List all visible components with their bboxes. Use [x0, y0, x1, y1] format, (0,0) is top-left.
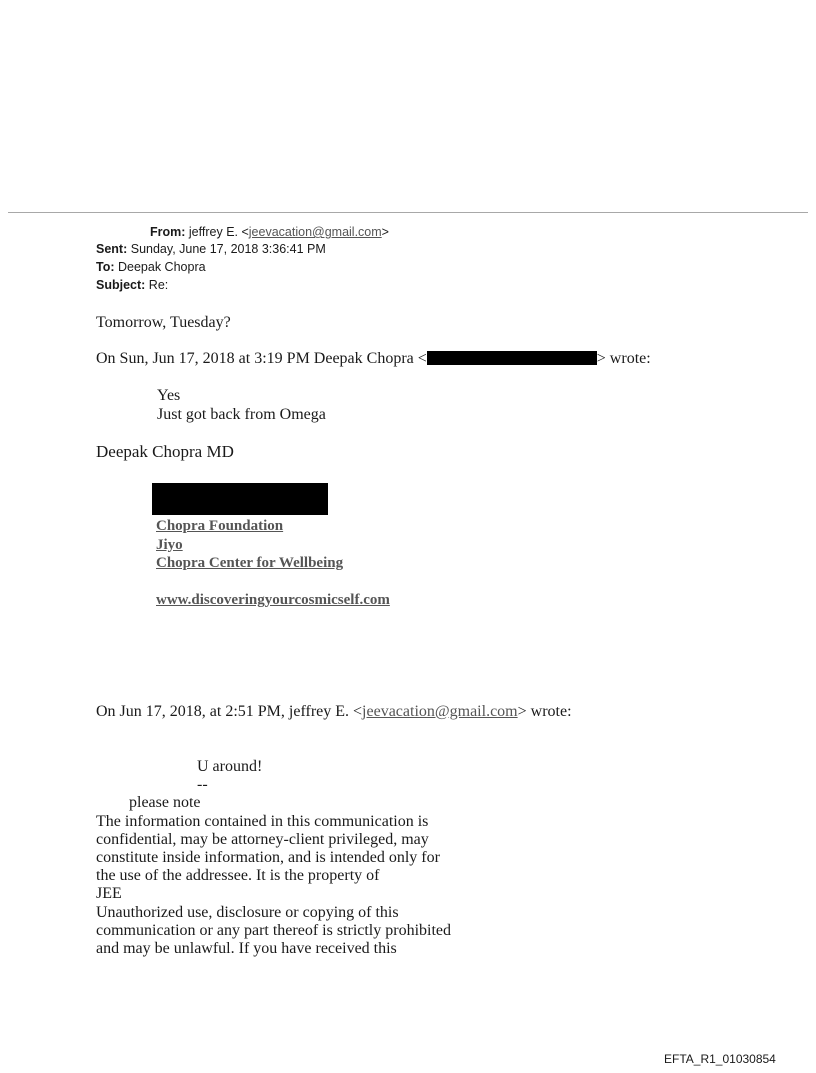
document-id: EFTA_R1_01030854	[664, 1052, 776, 1066]
disclaimer-line: the use of the addressee. It is the property of	[96, 867, 380, 884]
header-divider	[8, 212, 808, 213]
quote2-prefix: On Jun 17, 2018, at 2:51 PM, jeffrey E. <	[96, 703, 363, 720]
disclaimer-line: communication or any part thereof is strictly prohibited	[96, 922, 452, 939]
sig-link-jiyo[interactable]: Jiyo	[156, 537, 183, 553]
to-value: Deepak Chopra	[118, 260, 206, 274]
quote2-email-link[interactable]: jeevacation@gmail.com	[362, 703, 518, 720]
from-close: >	[381, 225, 389, 239]
from-name: jeffrey E. <	[188, 225, 249, 239]
reply-line-1: Yes	[157, 387, 181, 404]
subject-label: Subject:	[96, 278, 146, 292]
sent-line	[96, 240, 326, 258]
disclaimer-line: Unauthorized use, disclosure or copying of this	[96, 904, 399, 921]
original-message-line: U around!	[197, 758, 263, 775]
quote1-prefix: On Sun, Jun 17, 2018 at 3:19 PM Deepak Chopra <	[96, 350, 427, 367]
sent-label: Sent:	[96, 242, 128, 256]
sig-website-link[interactable]: www.discoveringyourcosmicself.com	[156, 592, 390, 608]
subject-line	[96, 276, 168, 294]
signature-name: Deepak Chopra MD	[96, 442, 234, 461]
quote-header-1	[96, 350, 651, 368]
to-line	[96, 258, 206, 276]
body-line-1: Tomorrow, Tuesday?	[96, 314, 231, 331]
disclaimer-line: and may be unlawful. If you have received this	[96, 940, 397, 957]
disclaimer-line: constitute inside information, and is intended only for	[96, 849, 440, 866]
disclaimer-line: confidential, may be attorney-client privileged, may	[96, 831, 429, 848]
quote1-suffix: > wrote:	[596, 350, 651, 367]
please-note: please note	[129, 794, 201, 811]
signature-dashes: --	[197, 776, 208, 793]
sig-link-chopra-foundation[interactable]: Chopra Foundation	[156, 518, 284, 534]
from-label: From:	[150, 225, 186, 239]
subject-value: Re:	[148, 278, 169, 292]
quote2-suffix: > wrote:	[517, 703, 572, 720]
reply-line-2: Just got back from Omega	[157, 406, 326, 423]
disclaimer-line: The information contained in this communication is	[96, 813, 429, 830]
redacted-block	[152, 483, 328, 515]
quote-header-2	[96, 703, 572, 721]
from-line	[150, 223, 389, 241]
from-email-link[interactable]: jeevacation@gmail.com	[248, 225, 382, 239]
sig-link-chopra-center[interactable]: Chopra Center for Wellbeing	[156, 555, 344, 571]
sent-value: Sunday, June 17, 2018 3:36:41 PM	[130, 242, 326, 256]
disclaimer-line: JEE	[96, 885, 122, 902]
to-label: To:	[96, 260, 115, 274]
redacted-email	[427, 351, 597, 365]
